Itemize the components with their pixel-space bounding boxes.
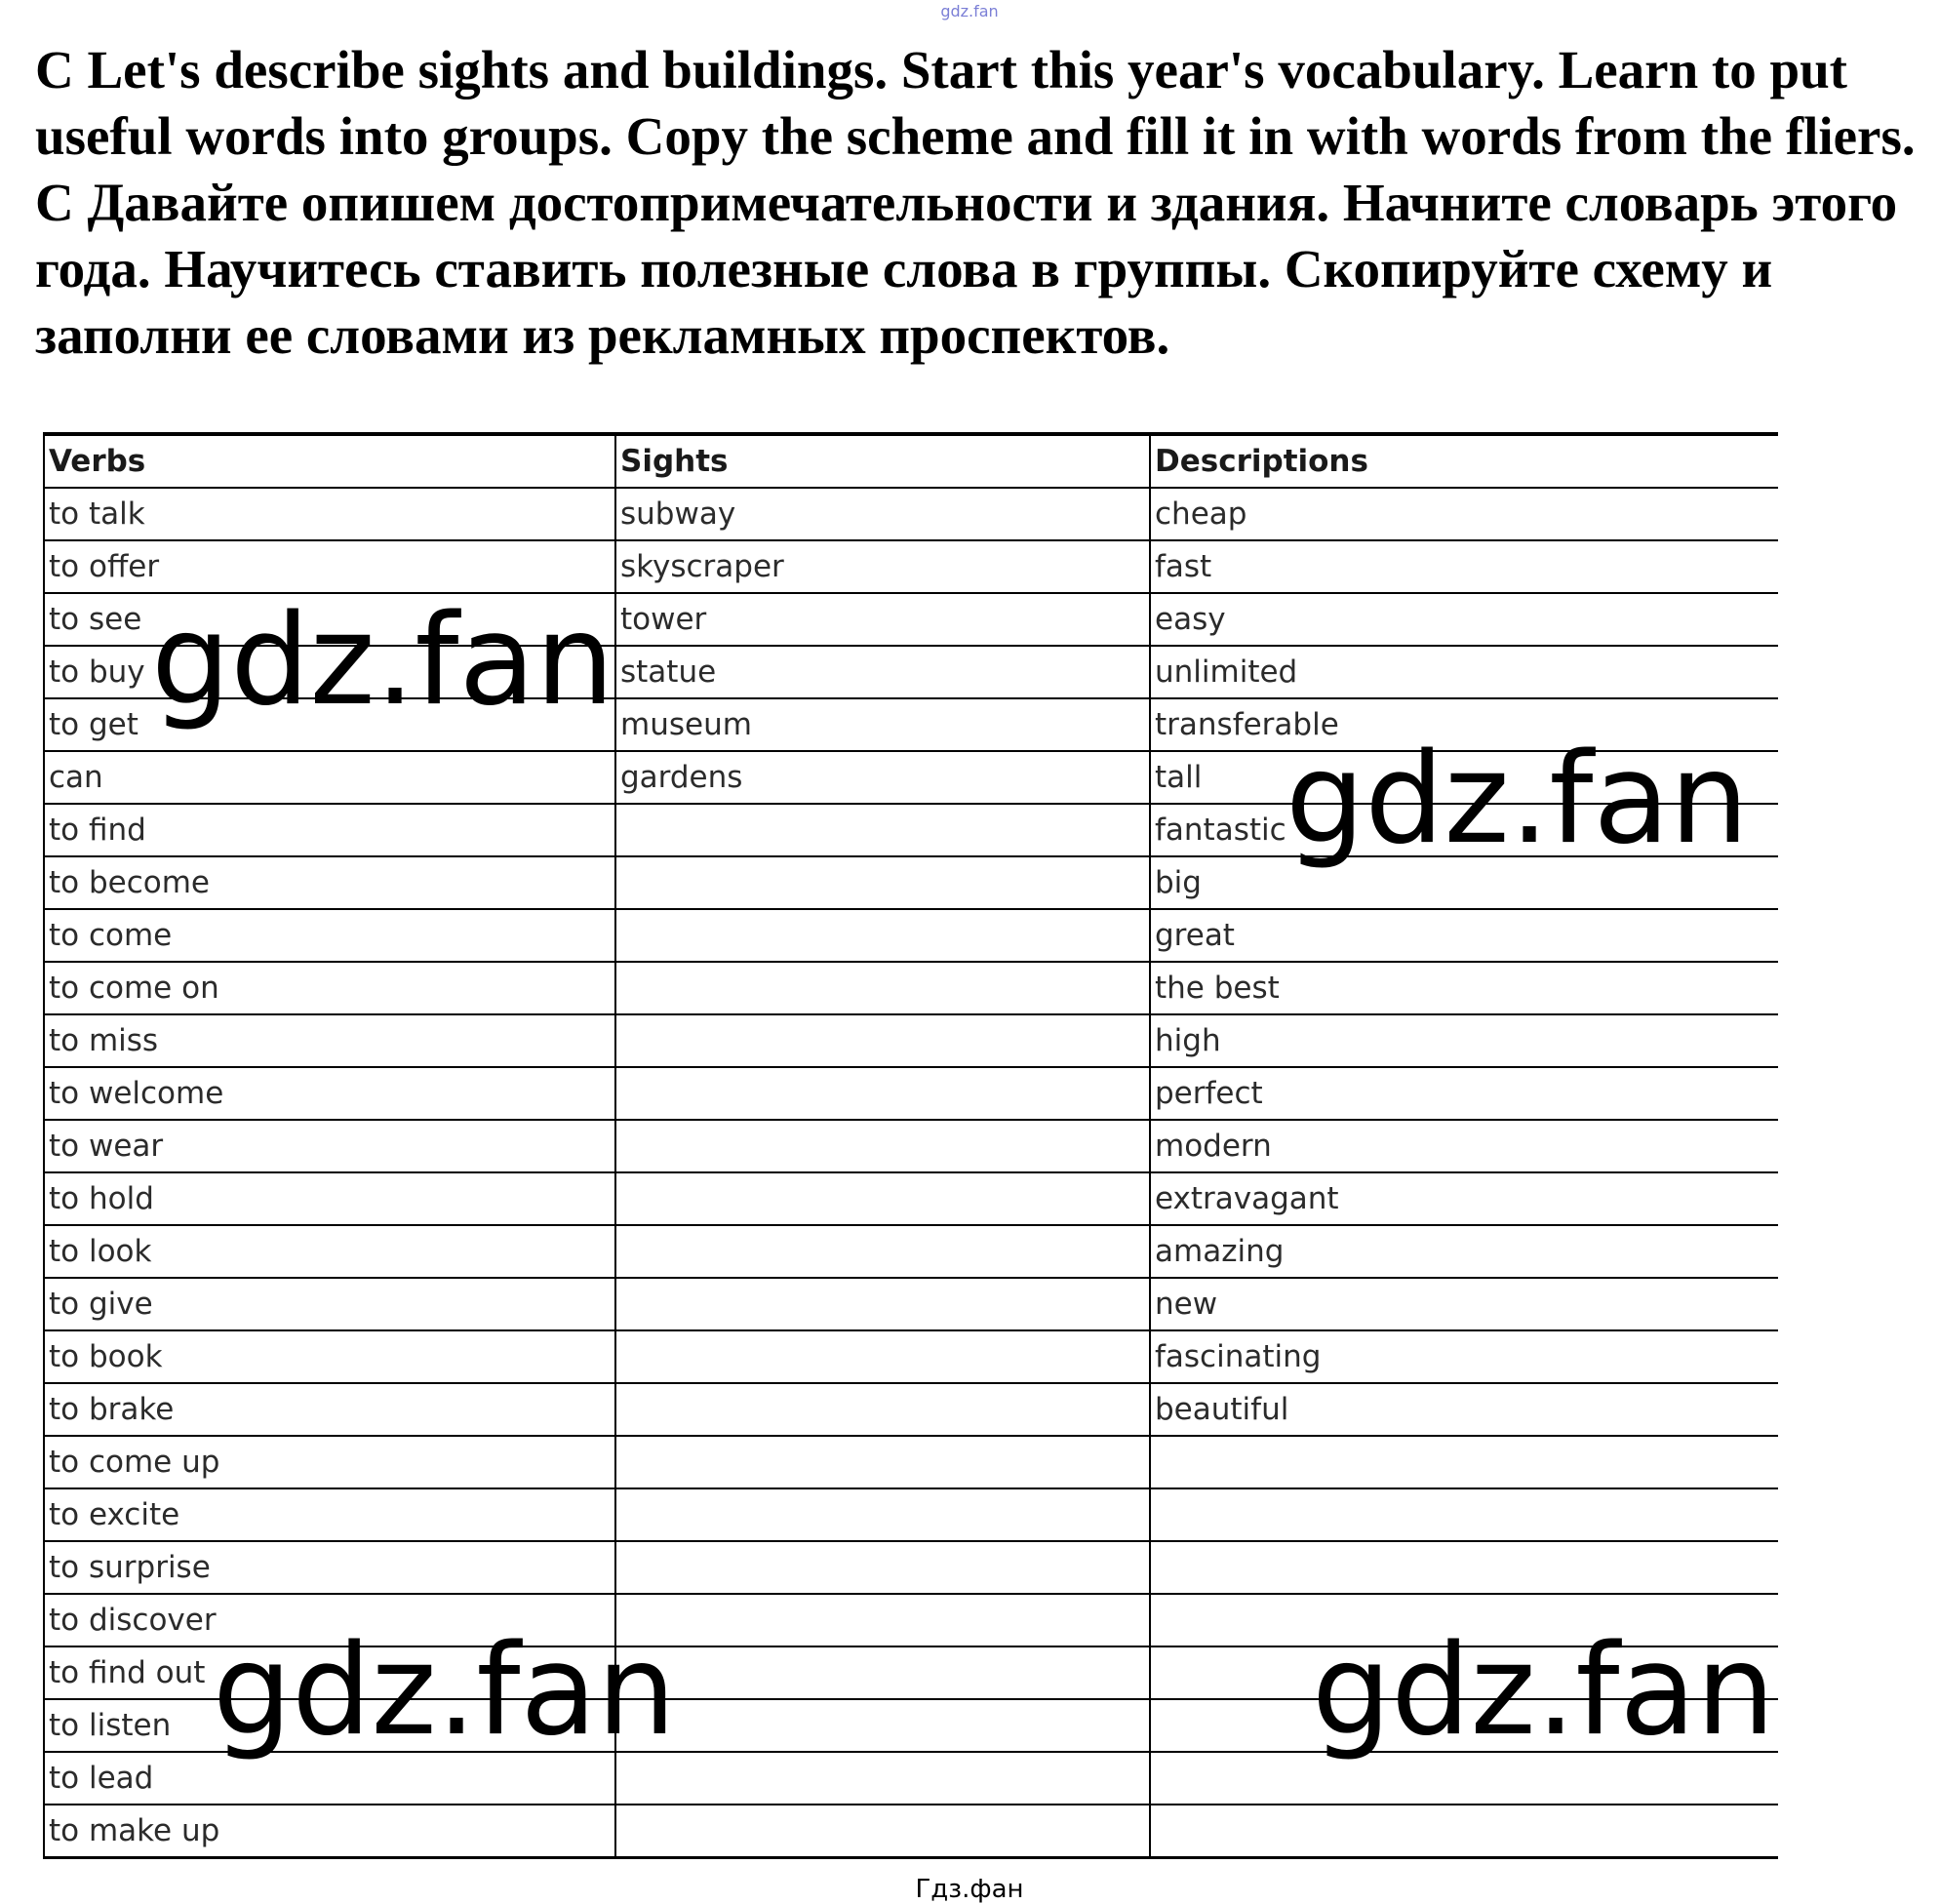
sight-cell: subway (615, 488, 1150, 540)
description-cell: amazing (1150, 1225, 1778, 1278)
description-cell: big (1150, 856, 1778, 909)
description-cell: cheap (1150, 488, 1778, 540)
table-row (44, 1225, 1778, 1278)
sight-cell (615, 1330, 1150, 1383)
description-cell: extravagant (1150, 1172, 1778, 1225)
verb-cell: to find (44, 804, 615, 856)
verb-cell: to get (44, 698, 615, 751)
sight-cell (615, 1594, 1150, 1646)
verb-cell: to lead (44, 1752, 615, 1805)
table-row (44, 1278, 1778, 1330)
verb-cell: to brake (44, 1383, 615, 1436)
sight-cell: tower (615, 593, 1150, 646)
description-cell: fast (1150, 540, 1778, 593)
footer-label: Гдз.фан (915, 1875, 1024, 1904)
sight-cell (615, 1805, 1150, 1858)
verb-cell: to discover (44, 1594, 615, 1646)
table-row (44, 909, 1778, 962)
description-cell (1150, 1436, 1778, 1488)
verb-cell: to talk (44, 488, 615, 540)
description-cell: great (1150, 909, 1778, 962)
description-cell (1150, 1805, 1778, 1858)
table-row (44, 1330, 1778, 1383)
sight-cell (615, 1067, 1150, 1120)
description-cell: high (1150, 1014, 1778, 1067)
description-cell: unlimited (1150, 646, 1778, 698)
verb-cell: to miss (44, 1014, 615, 1067)
sight-cell (615, 1488, 1150, 1541)
sight-cell (615, 1541, 1150, 1594)
sight-cell: museum (615, 698, 1150, 751)
verb-cell: to find out (44, 1646, 615, 1699)
sight-cell (615, 856, 1150, 909)
sight-cell (615, 962, 1150, 1014)
sight-cell (615, 1120, 1150, 1172)
sight-cell (615, 1646, 1150, 1699)
table-row (44, 1172, 1778, 1225)
sight-cell (615, 1014, 1150, 1067)
task-text-english: C Let's describe sights and buildings. Start this year's vocabulary. Learn to put useful words into groups. Copy the scheme and fill it in with words from the fliers. (35, 40, 1916, 166)
verb-cell: to come up (44, 1436, 615, 1488)
sight-cell: gardens (615, 751, 1150, 804)
sight-cell (615, 1383, 1150, 1436)
verb-cell: to come on (44, 962, 615, 1014)
description-cell (1150, 1488, 1778, 1541)
sight-cell (615, 1225, 1150, 1278)
table-row (44, 1805, 1778, 1858)
verb-cell: to become (44, 856, 615, 909)
sight-cell (615, 909, 1150, 962)
table-header-row (44, 434, 1778, 488)
verb-cell: to excite (44, 1488, 615, 1541)
verb-cell: to listen (44, 1699, 615, 1752)
sight-cell (615, 1172, 1150, 1225)
table-row (44, 962, 1778, 1014)
verb-cell: to book (44, 1330, 615, 1383)
verb-cell: to see (44, 593, 615, 646)
top-watermark: gdz.fan (940, 2, 999, 20)
description-cell: easy (1150, 593, 1778, 646)
table-row (44, 1120, 1778, 1172)
verb-cell: to surprise (44, 1541, 615, 1594)
table-row (44, 488, 1778, 540)
description-cell: perfect (1150, 1067, 1778, 1120)
verb-cell: to buy (44, 646, 615, 698)
description-cell (1150, 1541, 1778, 1594)
verb-cell: to make up (44, 1805, 615, 1858)
description-cell: tall (1150, 751, 1778, 804)
description-cell: beautiful (1150, 1383, 1778, 1436)
verb-cell: to wear (44, 1120, 615, 1172)
watermark: gdz.fan (213, 1618, 676, 1764)
table-row (44, 1383, 1778, 1436)
sight-cell (615, 804, 1150, 856)
watermark: gdz.fan (151, 588, 614, 734)
table-row (44, 540, 1778, 593)
verb-cell: to welcome (44, 1067, 615, 1120)
verb-cell: to offer (44, 540, 615, 593)
verb-cell: to hold (44, 1172, 615, 1225)
verb-cell: to look (44, 1225, 615, 1278)
table-row (44, 1014, 1778, 1067)
task-text-russian: C Давайте опишем достопримечательности и здания. Начните словарь этого года. Научитесь ставить полезные слова в группы. Скопируйте схему и заполни ее словами из рекламных проспектов. (35, 173, 1898, 365)
sight-cell (615, 1436, 1150, 1488)
description-cell: new (1150, 1278, 1778, 1330)
header-verbs: Verbs (44, 434, 615, 488)
watermark: gdz.fan (1312, 1618, 1775, 1764)
header-sights: Sights (615, 434, 1150, 488)
verb-cell: to give (44, 1278, 615, 1330)
watermark: gdz.fan (1286, 727, 1749, 872)
table-row (44, 1436, 1778, 1488)
header-descriptions: Descriptions (1150, 434, 1778, 488)
table-row (44, 1067, 1778, 1120)
verb-cell: to come (44, 909, 615, 962)
table-row (44, 1541, 1778, 1594)
description-cell: the best (1150, 962, 1778, 1014)
sight-cell (615, 1752, 1150, 1805)
description-cell: fantastic (1150, 804, 1778, 856)
table-row (44, 1488, 1778, 1541)
task-instructions (35, 37, 1918, 369)
description-cell: modern (1150, 1120, 1778, 1172)
sight-cell (615, 1699, 1150, 1752)
sight-cell: skyscraper (615, 540, 1150, 593)
verb-cell: can (44, 751, 615, 804)
sight-cell (615, 1278, 1150, 1330)
sight-cell: statue (615, 646, 1150, 698)
description-cell: transferable (1150, 698, 1778, 751)
description-cell: fascinating (1150, 1330, 1778, 1383)
